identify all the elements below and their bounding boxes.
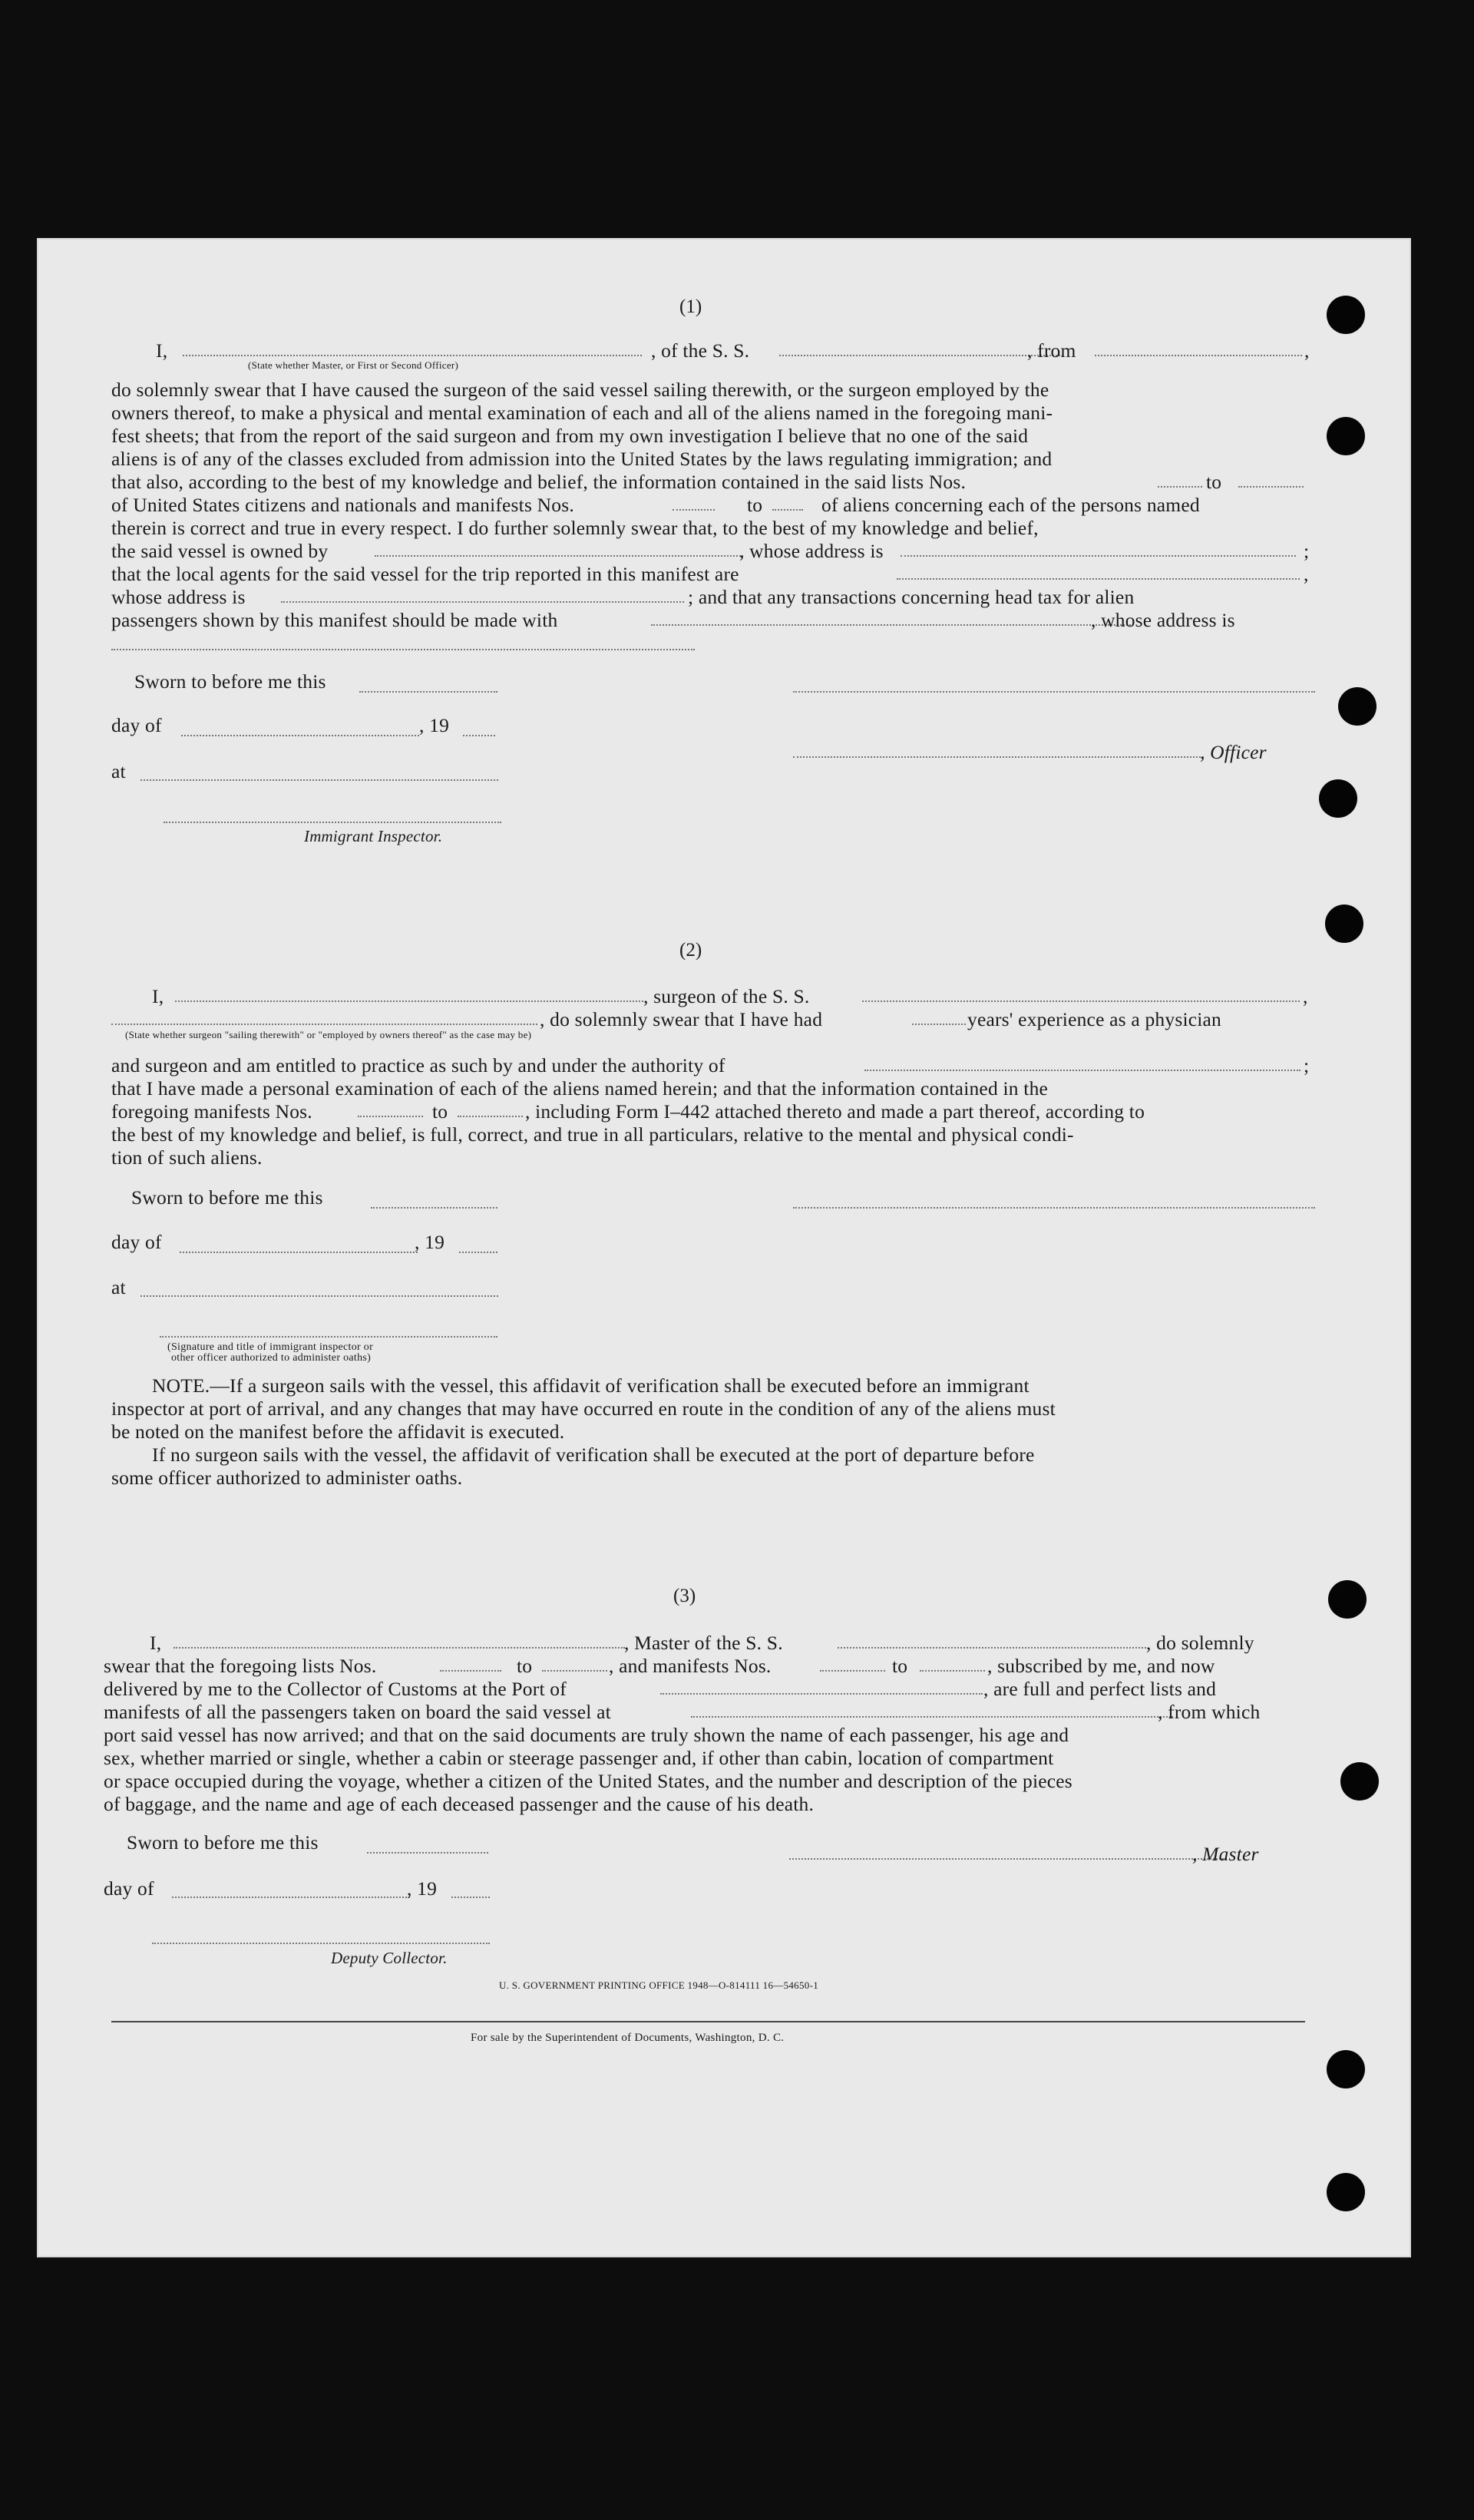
s2-p2: that I have made a personal examination of each of the aliens named herein; and that the information contained in the [111, 1077, 1049, 1100]
s2-p5: tion of such aliens. [111, 1146, 263, 1169]
s3-l4b: , from which [1158, 1701, 1261, 1723]
s2-blank-sworn[interactable] [371, 1207, 497, 1209]
s3-sworn: Sworn to before me this [127, 1831, 319, 1854]
s3-l2a: swear that the foregoing lists Nos. [104, 1655, 377, 1677]
s1-p8a: the said vessel is owned by [111, 540, 329, 562]
s3-l2b: to [517, 1655, 533, 1677]
s3-blank-lists-from[interactable] [440, 1670, 501, 1672]
s3-blank-sworn[interactable] [367, 1852, 488, 1854]
s2-at: at [111, 1276, 126, 1298]
s1-blank-officer[interactable] [183, 355, 642, 356]
form-page [37, 238, 1411, 2257]
s2-blank-day[interactable] [180, 1252, 418, 1253]
s3-blank-embark[interactable] [691, 1716, 1173, 1718]
s2-caption: (State whether surgeon "sailing therewith" or "employed by owners thereof" as the case may be) [125, 1029, 532, 1040]
s3-l2e: , subscribed by me, and now [987, 1655, 1215, 1677]
s3-blank-master[interactable] [174, 1647, 625, 1649]
s1-blank-day[interactable] [181, 735, 419, 736]
s2-signature-line[interactable] [793, 1207, 1315, 1209]
s3-l1c: , do solemnly [1146, 1632, 1254, 1654]
s1-blank-manifest-from[interactable] [673, 509, 715, 511]
s1-inspector: Immigrant Inspector. [304, 827, 443, 845]
s3-blank-manifests-from[interactable] [820, 1670, 885, 1672]
s2-p3c: , including Form I–442 attached thereto and made a part thereof, according to [525, 1100, 1145, 1123]
s2-blank-year[interactable] [459, 1252, 497, 1253]
s1-p8b: , whose address is [739, 540, 884, 562]
s1-blank-lists-to[interactable] [1238, 486, 1304, 488]
punch-hole-1 [1327, 296, 1365, 334]
s1-at: at [111, 760, 126, 782]
s3-blank-manifests-to[interactable] [920, 1670, 985, 1672]
s3-deputy-line[interactable] [152, 1943, 490, 1944]
s2-p1b: ; [1304, 1054, 1310, 1076]
s1-p2: owners thereof, to make a physical and mental examination of each and all of the aliens named in the foregoing mani- [111, 402, 1053, 424]
s1-blank-sworn[interactable] [359, 691, 497, 693]
s2-blank-at[interactable] [140, 1295, 498, 1297]
punch-hole-9 [1327, 2173, 1365, 2211]
s3-l3b: , are full and perfect lists and [983, 1678, 1217, 1700]
s2-l1a: I, [152, 985, 164, 1007]
punch-hole-4 [1319, 779, 1357, 818]
punch-hole-3 [1338, 687, 1377, 726]
s1-p6a: of United States citizens and nationals and manifests Nos. [111, 494, 574, 516]
s3-p8: of baggage, and the name and age of each deceased passenger and the cause of his death. [104, 1793, 815, 1815]
s2-sworn: Sworn to before me this [131, 1186, 323, 1209]
s2-note-4: If no surgeon sails with the vessel, the affidavit of verification shall be executed at the port of departure before [152, 1444, 1035, 1466]
s3-l4a: manifests of all the passengers taken on board the said vessel at [104, 1701, 611, 1723]
s2-year: , 19 [415, 1231, 445, 1253]
s1-blank-manifest-to[interactable] [772, 509, 803, 511]
s2-l1c: , [1303, 985, 1308, 1007]
s1-p11a: passengers shown by this manifest should be made with [111, 609, 558, 631]
s1-blank-lists-from[interactable] [1158, 486, 1202, 488]
s1-p10b: ; and that any transactions concerning head tax for alien [688, 586, 1135, 608]
s1-signature-line[interactable] [793, 691, 1315, 693]
punch-hole-5 [1325, 904, 1363, 943]
s3-blank-day[interactable] [172, 1897, 410, 1898]
s3-l1b: , Master of the S. S. [624, 1632, 783, 1654]
s2-l2b: years' experience as a physician [967, 1008, 1222, 1030]
s3-l2c: , and manifests Nos. [609, 1655, 772, 1677]
s1-blank-head-tax-address[interactable] [111, 649, 695, 650]
s3-year: , 19 [407, 1877, 438, 1900]
s1-l1-a: I, [156, 339, 168, 362]
s1-day: day of [111, 714, 162, 736]
s2-blank-ship[interactable] [862, 1000, 1300, 1002]
s1-p1: do solemnly swear that I have caused the surgeon of the said vessel sailing therewith, or the surgeon employed by the [111, 379, 1049, 401]
s1-p6b: to [747, 494, 763, 516]
s3-blank-lists-to[interactable] [542, 1670, 607, 1672]
s2-note-1: NOTE.—If a surgeon sails with the vessel, this affidavit of verification shall be executed before an immigrant [152, 1374, 1029, 1397]
s3-l1a: I, [150, 1632, 162, 1654]
s1-p9b: , [1304, 563, 1309, 585]
s2-note-2: inspector at port of arrival, and any changes that may have occurred en route in the condition of any of the aliens must [111, 1397, 1056, 1420]
s3-master-line[interactable] [789, 1858, 1227, 1860]
s1-p11b: , whose address is [1091, 609, 1235, 631]
sale-notice: For sale by the Superintendent of Documents, Washington, D. C. [471, 2032, 785, 2044]
s1-blank-agents-address[interactable] [281, 601, 684, 603]
s3-master: , Master [1192, 1843, 1259, 1865]
s2-blank-sailing[interactable] [111, 1024, 537, 1025]
s3-p5: port said vessel has now arrived; and that on the said documents are truly shown the name of each passenger, his age and [104, 1724, 1069, 1746]
s1-p7: therein is correct and true in every respect. I do further solemnly swear that, to the best of my knowledge and belief, [111, 517, 1039, 539]
s2-note-3: be noted on the manifest before the affidavit is executed. [111, 1420, 565, 1443]
s3-p6: sex, whether married or single, whether a cabin or steerage passenger and, if other than cabin, location of compartment [104, 1747, 1054, 1769]
s2-p3a: foregoing manifests Nos. [111, 1100, 312, 1123]
punch-hole-6 [1328, 1580, 1367, 1619]
section-3-number: (3) [673, 1586, 696, 1606]
s3-day: day of [104, 1877, 154, 1900]
s2-blank-manifest-to[interactable] [458, 1116, 523, 1117]
s3-p7: or space occupied during the voyage, whether a citizen of the United States, and the number and description of the pieces [104, 1770, 1072, 1792]
s1-blank-ship[interactable] [779, 355, 1063, 356]
s2-day: day of [111, 1231, 162, 1253]
s1-officer: , Officer [1200, 741, 1267, 763]
printing-office: U. S. GOVERNMENT PRINTING OFFICE 1948—O-814111 16—54650-1 [499, 1979, 819, 1991]
punch-hole-2 [1327, 417, 1365, 455]
s2-sig-line[interactable] [160, 1336, 497, 1338]
s1-blank-agents[interactable] [897, 578, 1300, 580]
s3-blank-port[interactable] [660, 1693, 983, 1695]
s2-l2a: , do solemnly swear that I have had [540, 1008, 823, 1030]
s1-l1-d: , [1304, 339, 1310, 362]
s1-p3: fest sheets; that from the report of the said surgeon and from my own investigation I believe that no one of the said [111, 425, 1029, 447]
s3-l3a: delivered by me to the Collector of Customs at the Port of [104, 1678, 567, 1700]
s1-l1-c: , from [1027, 339, 1076, 362]
s1-p5a: that also, according to the best of my knowledge and belief, the information contained in the said lists Nos. [111, 471, 967, 493]
s2-blank-manifest-from[interactable] [358, 1116, 423, 1117]
s1-p6c: of aliens concerning each of the persons named [821, 494, 1200, 516]
s1-officer-line[interactable] [793, 756, 1204, 758]
s1-p5b: to [1206, 471, 1222, 493]
s3-blank-year[interactable] [451, 1897, 490, 1898]
section-2-number: (2) [679, 940, 702, 961]
s1-blank-year[interactable] [463, 735, 495, 736]
s2-p3b: to [432, 1100, 448, 1123]
s2-sig-caption-1: (Signature and title of immigrant inspector or [167, 1341, 374, 1353]
s1-blank-owner[interactable] [375, 555, 743, 557]
s3-blank-ship[interactable] [838, 1647, 1146, 1649]
s2-blank-years[interactable] [912, 1024, 966, 1025]
s2-blank-surgeon[interactable] [175, 1000, 643, 1002]
s3-deputy: Deputy Collector. [331, 1949, 448, 1967]
s2-note-5: some officer authorized to administer oaths. [111, 1467, 463, 1489]
section-1-number: (1) [679, 296, 702, 317]
s2-blank-authority[interactable] [864, 1070, 1300, 1071]
footer-rule [111, 2021, 1305, 2022]
s1-blank-owner-address[interactable] [901, 555, 1296, 557]
s1-l1-b: , of the S. S. [651, 339, 750, 362]
s1-sworn: Sworn to before me this [134, 670, 326, 693]
s1-caption: (State whether Master, or First or Second Officer) [248, 359, 459, 371]
punch-hole-8 [1327, 2050, 1365, 2088]
s1-line-1 [156, 339, 167, 362]
s1-blank-at[interactable] [140, 779, 498, 781]
s1-blank-from[interactable] [1095, 355, 1302, 356]
s3-l2d: to [892, 1655, 908, 1677]
s1-year: , 19 [419, 714, 450, 736]
s1-p8c: ; [1304, 540, 1310, 562]
s1-p4: aliens is of any of the classes excluded from admission into the United States by the laws regulating immigration; and [111, 448, 1053, 470]
punch-hole-7 [1340, 1762, 1379, 1801]
s1-blank-head-tax[interactable] [651, 624, 1131, 626]
s2-p1a: and surgeon and am entitled to practice as such by and under the authority of [111, 1054, 725, 1076]
s2-p4: the best of my knowledge and belief, is full, correct, and true in all particulars, relative to the mental and physical condi- [111, 1123, 1074, 1146]
s1-p10a: whose address is [111, 586, 246, 608]
s1-p9a: that the local agents for the said vessel for the trip reported in this manifest are [111, 563, 739, 585]
s2-l1b: , surgeon of the S. S. [643, 985, 810, 1007]
s1-inspector-line[interactable] [164, 822, 501, 823]
s2-sig-caption-2: other officer authorized to administer oaths) [171, 1352, 372, 1364]
